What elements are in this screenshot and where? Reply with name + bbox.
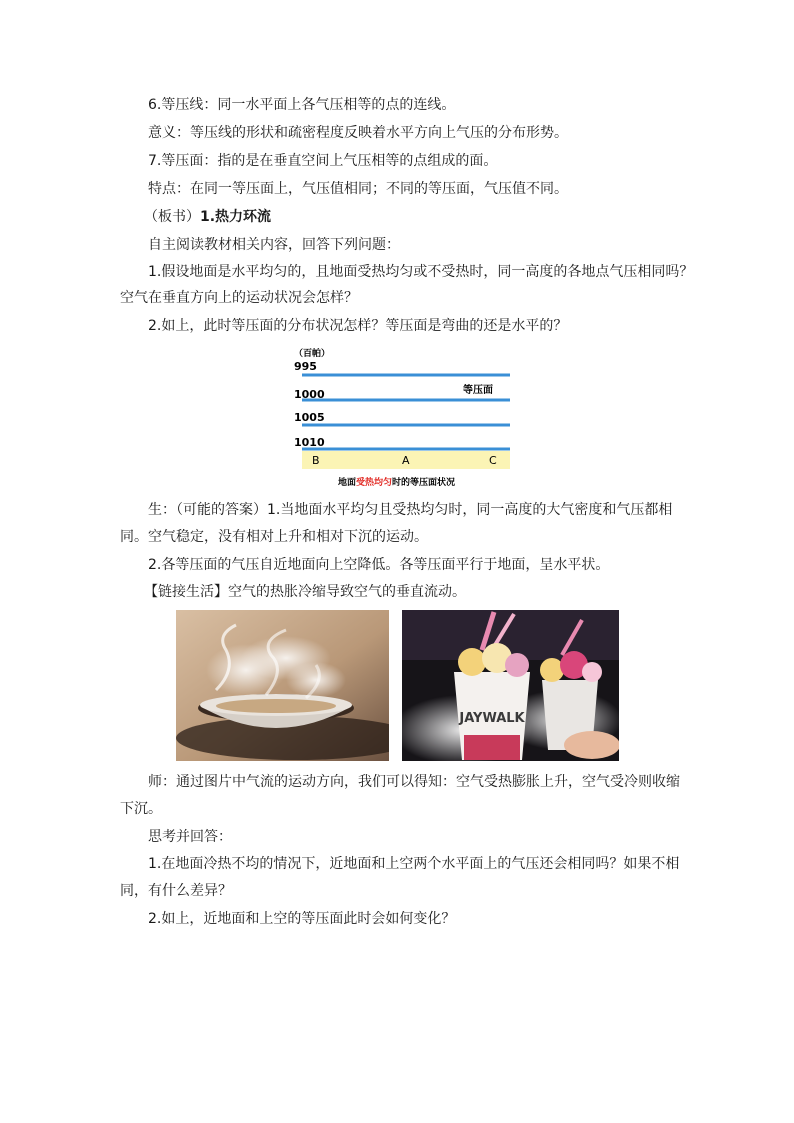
text-line: 同。空气稳定，没有相对上升和相对下沉的运动。: [120, 529, 428, 545]
text-line: 2.如上，此时等压面的分布状况怎样？等压面是弯曲的还是水平的？: [148, 318, 568, 334]
board-note-label: （板书）: [144, 209, 200, 225]
surface-label: 等压面: [463, 385, 493, 396]
steam-bowl-photo: [176, 610, 389, 761]
text-line: 2.如上，近地面和上空的等压面此时会如何变化？: [148, 911, 456, 927]
text-line: 特点：在同一等压面上，气压值相同；不同的等压面，气压值不同。: [148, 181, 568, 197]
level-label: 995: [294, 360, 317, 373]
diagram-caption: [338, 476, 455, 488]
point-label: C: [489, 454, 497, 467]
text-line: 思考并回答：: [148, 829, 232, 845]
level-label: 1000: [294, 388, 325, 401]
caption-pre: 地面: [338, 478, 357, 488]
diagram-svg: [288, 343, 514, 491]
text-line: 自主阅读教材相关内容，回答下列问题：: [148, 237, 400, 253]
section-title: 1.热力环流: [200, 209, 272, 225]
section-heading: [144, 207, 271, 227]
text-line: 同，有什么差异？: [120, 883, 232, 899]
steam-bowl-image: [176, 610, 389, 761]
unit-label: （百帕）: [294, 349, 331, 359]
dry-ice-cups-image: [402, 610, 619, 761]
text-line: 2.各等压面的气压自近地面向上空降低。各等压面平行于地面，呈水平状。: [148, 557, 610, 573]
level-label: 1005: [294, 411, 325, 424]
point-label: B: [312, 454, 320, 467]
isobaric-surface-diagram: [288, 343, 514, 491]
caption-post: 时的等压面状况: [392, 478, 456, 488]
text-line: 下沉。: [120, 801, 162, 817]
caption-highlight: 受热均匀: [356, 478, 393, 488]
text-line: 1.假设地面是水平均匀的，且地面受热均匀或不受热时，同一高度的各地点气压相同吗？: [148, 264, 694, 280]
point-label: A: [402, 454, 410, 467]
level-label: 1010: [294, 436, 325, 449]
cup-brand-text: JAYWALK: [459, 711, 525, 726]
dry-ice-cups-photo: [402, 610, 619, 761]
text-line: 1.在地面冷热不均的情况下，近地面和上空两个水平面上的气压还会相同吗？如果不相: [148, 856, 680, 872]
text-line: 生：（可能的答案）1.当地面水平均匀且受热均匀时，同一高度的大气密度和气压都相: [148, 502, 673, 518]
text-line: 7.等压面：指的是在垂直空间上气压相等的点组成的面。: [148, 153, 498, 169]
text-line: 空气在垂直方向上的运动状况会怎样？: [120, 290, 358, 306]
text-line: 【链接生活】空气的热胀冷缩导致空气的垂直流动。: [144, 584, 466, 600]
text-line: 6.等压线：同一水平面上各气压相等的点的连线。: [148, 97, 456, 113]
text-line: 意义：等压线的形状和疏密程度反映着水平方向上气压的分布形势。: [148, 125, 568, 141]
text-line: 师：通过图片中气流的运动方向，我们可以得知：空气受热膨胀上升，空气受冷则收缩: [148, 774, 680, 790]
